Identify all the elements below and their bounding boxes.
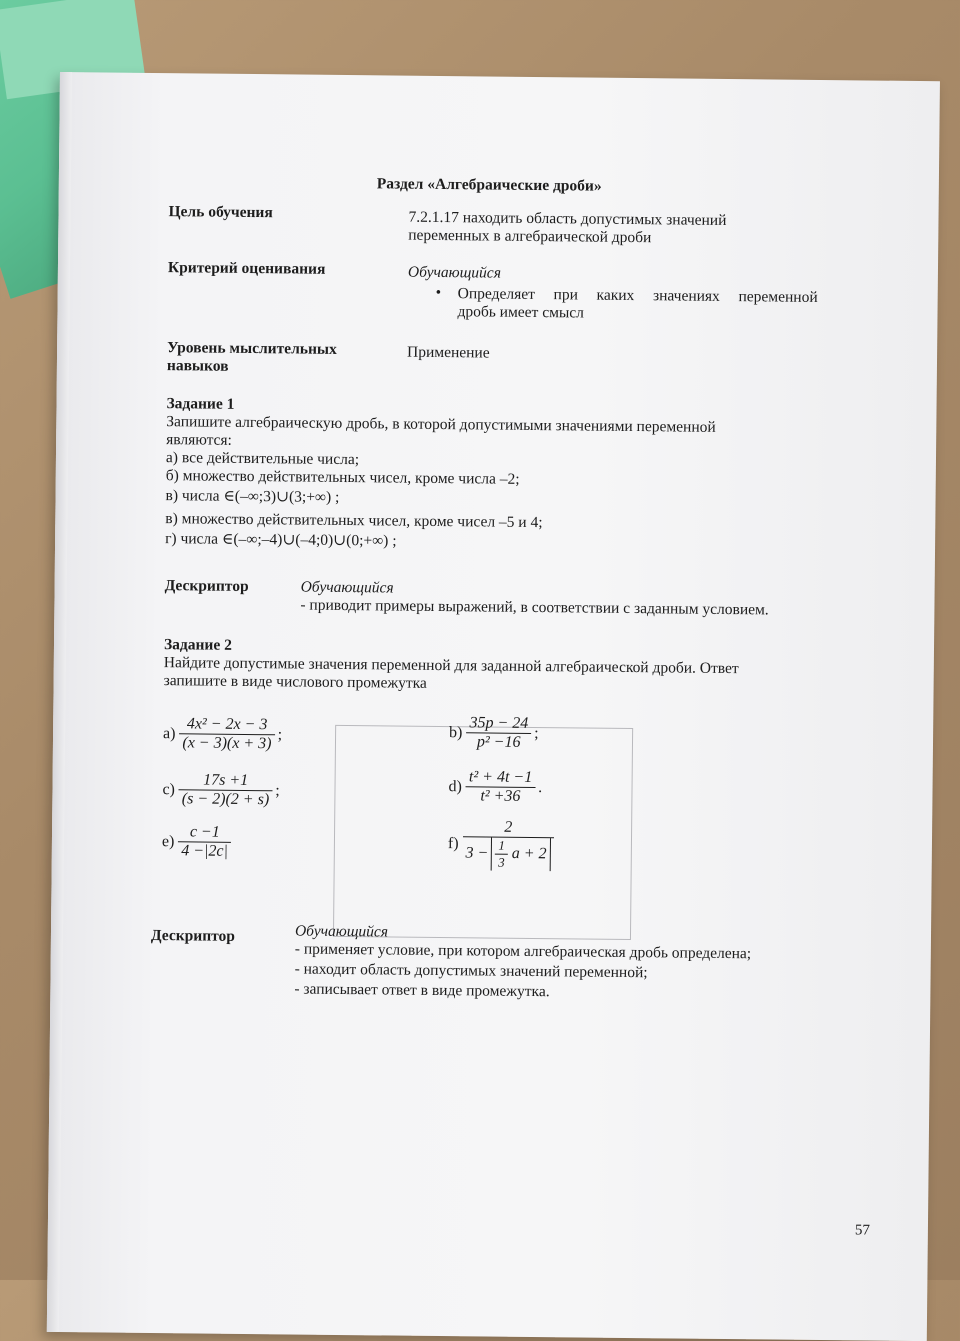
goal-line-2: переменных в алгебраической дроби: [408, 226, 652, 247]
task1-title: Задание 1: [166, 395, 235, 413]
criterion-subject: Обучающийся: [407, 263, 502, 282]
task1-line: являются:: [166, 431, 233, 449]
task2-line: Найдите допустимые значения переменной для заданной алгебраической дроби. Ответ: [163, 654, 739, 678]
task1-line: в) числа ∈(–∞;3)∪(3;+∞) ;: [165, 487, 340, 506]
fraction-c: [162, 771, 280, 809]
fraction-label: e): [161, 832, 175, 850]
fraction-numerator: 4x² − 2x − 3: [180, 715, 275, 735]
fraction-label: f): [447, 835, 459, 853]
fraction-label: b): [449, 723, 463, 741]
task1-line: в) множество действительных чисел, кроме чисел –5 и 4;: [165, 510, 543, 532]
fraction-denominator: [462, 837, 553, 871]
fraction-denominator: t² +36: [480, 787, 521, 805]
fraction-d: [448, 768, 542, 806]
fraction-label: a): [162, 724, 176, 742]
goal-line-1: 7.2.1.17 находить область допустимых значений: [408, 208, 727, 229]
criterion-line-1: Определяет при каких значениях переменной: [457, 285, 818, 306]
fraction-end: ;: [275, 781, 280, 799]
descriptor2-line: - применяет условие, при котором алгебраическая дробь определена;: [294, 940, 752, 963]
fraction-a: [163, 715, 282, 753]
page-number: 57: [854, 1222, 870, 1239]
level-label-1: Уровень мыслительных: [167, 339, 337, 358]
task1-line: г) числа ∈(–∞;–4)∪(–4;0)∪(0;+∞) ;: [165, 530, 397, 550]
fraction-numerator: t² + 4t −1: [466, 768, 535, 788]
level-label-2: навыков: [166, 357, 229, 375]
fraction-denominator: p² −16: [476, 733, 521, 751]
criterion-label: Критерий оценивания: [167, 259, 326, 278]
fraction-end: ;: [534, 724, 539, 742]
fraction-label: c): [162, 780, 176, 798]
den-postfix: a + 2: [511, 844, 547, 863]
descriptor1-label: Дескриптор: [164, 577, 249, 596]
fraction-numerator: c −1: [178, 823, 231, 843]
fraction-numerator: 35p − 24: [466, 714, 531, 734]
absolute-value: [491, 838, 551, 872]
fraction-numerator: 17s +1: [179, 771, 273, 791]
fraction-denominator: (s − 2)(2 + s): [181, 790, 270, 809]
den-prefix: 3 −: [465, 844, 489, 862]
descriptor2-subject: Обучающийся: [294, 922, 389, 941]
fraction-end: ;: [277, 725, 283, 743]
task1-line: а) все действительные числа;: [165, 449, 360, 469]
inner-numerator: 1: [495, 838, 508, 855]
inner-denominator: 3: [498, 854, 505, 870]
fraction-end: .: [538, 778, 543, 796]
fraction-f: [448, 818, 554, 871]
task1-line: Запишите алгебраическую дробь, в которой допустимыми значениями переменной: [166, 413, 716, 436]
descriptor2-line: - записывает ответ в виде промежутка.: [294, 980, 550, 1001]
fraction-e: [162, 823, 232, 861]
fraction-denominator: 4 −|2c|: [181, 842, 229, 860]
fraction-label: d): [448, 777, 462, 795]
task1-line: б) множество действительных чисел, кроме числа –2;: [165, 467, 520, 488]
fraction-denominator: (x − 3)(x + 3): [182, 734, 272, 753]
descriptor1-line: - приводит примеры выражений, в соответствии с заданным условием.: [300, 596, 769, 619]
descriptor1-subject: Обучающийся: [300, 578, 394, 597]
level-value: Применение: [406, 343, 490, 362]
goal-label: Цель обучения: [168, 203, 273, 222]
criterion-line-2: дробь имеет смысл: [457, 303, 585, 322]
section-title: Раздел «Алгебраические дроби»: [376, 175, 602, 195]
task2-line: запишите в виде числового промежутка: [163, 672, 427, 692]
worksheet-page: [47, 72, 940, 1341]
descriptor2-line: - находит область допустимых значений переменной;: [294, 960, 648, 982]
descriptor2-label: Дескриптор: [150, 927, 236, 945]
fraction-numerator: 2: [463, 818, 554, 838]
task2-title: Задание 2: [163, 636, 232, 654]
fraction-b: [449, 714, 539, 752]
bullet-icon: •: [435, 283, 442, 302]
